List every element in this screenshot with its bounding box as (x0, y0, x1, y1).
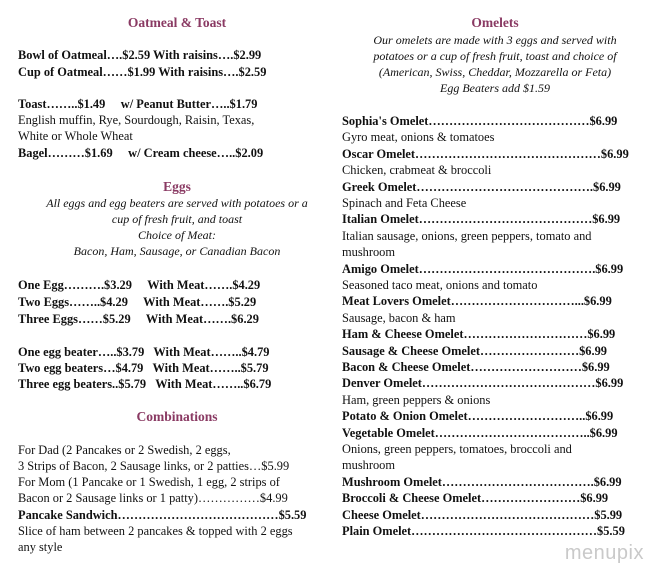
omelet-item: Mushroom Omelet……………………………….$6.99 (342, 474, 622, 489)
eggs-heading: Eggs (163, 179, 191, 194)
combo-line: Pancake Sandwich…………………………………$5.59 (18, 508, 307, 522)
menu-description: English muffin, Rye, Sourdough, Raisin, Texas, (18, 113, 255, 127)
eggs-note: Choice of Meat: (138, 228, 216, 242)
combinations-heading: Combinations (136, 409, 218, 424)
omelet-item: Sophia's Omelet…………………………………$6.99 (342, 114, 618, 128)
eggs-note: Bacon, Ham, Sausage, or Canadian Bacon (73, 244, 281, 258)
omelet-item: Broccoli & Cheese Omelet……………………$6.99 (342, 491, 609, 506)
oatmeal-heading: Oatmeal & Toast (127, 15, 227, 30)
menu-line: Toast……..$1.49 w/ Peanut Butter…..$1.79 (18, 97, 258, 111)
omelet-description: mushroom (342, 458, 396, 473)
omelet-description: Chicken, crabmeat & broccoli (342, 163, 492, 178)
combo-line: 3 Strips of Bacon, 2 Sausage links, or 2 patties…$5.99 (18, 459, 290, 473)
menu-line: Cup of Oatmeal……$1.99 With raisins….$2.59 (18, 65, 267, 79)
omelet-item: Potato & Onion Omelet………………………..$6.99 (342, 409, 614, 424)
watermark: menupix (564, 542, 644, 564)
combo-line: For Mom (1 Pancake or 1 Swedish, 1 egg, 2 strips of (18, 475, 280, 489)
eggs-note: All eggs and egg beaters are served with potatoes or a (46, 196, 308, 210)
omelets-intro: Egg Beaters add $1.59 (440, 81, 550, 95)
eggs-note: cup of fresh fruit, and toast (111, 212, 243, 226)
omelet-description: mushroom (342, 245, 396, 260)
egg-row: Three Eggs……$5.29 With Meat…….$6.29 (18, 312, 259, 326)
egg-row: One egg beater…..$3.79 With Meat……..$4.79 (18, 345, 270, 359)
omelets-intro: Our omelets are made with 3 eggs and served with (373, 33, 617, 47)
omelet-item: Denver Omelet……………………………………$6.99 (342, 376, 624, 391)
omelet-item: Cheese Omelet……………………………………$5.99 (342, 507, 623, 522)
menu-line: Bagel………$1.69 w/ Cream cheese…..$2.09 (18, 146, 264, 160)
combo-line: Bacon or 2 Sausage links or 1 patty)……………$4.99 (18, 491, 288, 505)
omelet-description: Spinach and Feta Cheese (342, 196, 467, 210)
omelet-item: Sausage & Cheese Omelet……………………$6.99 (342, 343, 607, 358)
menu-line: Bowl of Oatmeal….$2.59 With raisins….$2.99 (18, 48, 262, 62)
omelet-item: Bacon & Cheese Omelet………………………$6.99 (342, 360, 610, 374)
egg-row: Two Eggs……..$4.29 With Meat…….$5.29 (18, 295, 257, 309)
combo-text: For Dad (2 Pancakes or 2 Swedish, 2 eggs, (18, 443, 231, 457)
omelet-item: Meat Lovers Omelet…………………………...$6.99 (342, 294, 612, 309)
egg-row: One Egg……….$3.29 With Meat…….$4.29 (18, 278, 261, 292)
omelet-item: Greek Omelet…………………………………….$6.99 (342, 179, 621, 194)
omelet-description: Seasoned taco meat, onions and tomato (342, 278, 538, 292)
combo-description: any style (18, 540, 63, 554)
omelet-description: Gyro meat, onions & tomatoes (342, 130, 495, 145)
omelets-intro: (American, Swiss, Cheddar, Mozzarella or Feta) (378, 65, 612, 79)
omelet-item: Vegetable Omelet………………………………..$6.99 (342, 425, 618, 440)
omelet-item: Amigo Omelet…………………………………….$6.99 (342, 261, 624, 276)
combo-description: Slice of ham between 2 pancakes & topped with 2 eggs (18, 524, 293, 538)
egg-row: Three egg beaters..$5.79 With Meat……..$6.79 (18, 377, 272, 391)
combo-line (18, 442, 336, 458)
omelet-description: Ham, green peppers & onions (342, 392, 491, 407)
menu-description: White or Whole Wheat (18, 129, 133, 143)
egg-row: Two egg beaters…$4.79 With Meat……..$5.79 (18, 361, 269, 375)
omelet-item: Plain Omelet………………………………………$5.59 (342, 524, 625, 538)
omelet-item: Italian Omelet……………………………………$6.99 (342, 212, 621, 227)
omelet-description: Onions, green peppers, tomatoes, broccoli and (342, 442, 572, 456)
omelet-item: Oscar Omelet………………………………………$6.99 (342, 146, 629, 161)
omelet-description: Sausage, bacon & ham (342, 310, 456, 325)
omelet-description: Italian sausage, onions, green peppers, tomato and (342, 228, 592, 243)
omelets-intro: potatoes or a cup of fresh fruit, toast and choice of (373, 49, 617, 63)
omelets-heading: Omelets (471, 15, 519, 30)
omelet-item: Ham & Cheese Omelet…………………………$6.99 (342, 327, 616, 342)
